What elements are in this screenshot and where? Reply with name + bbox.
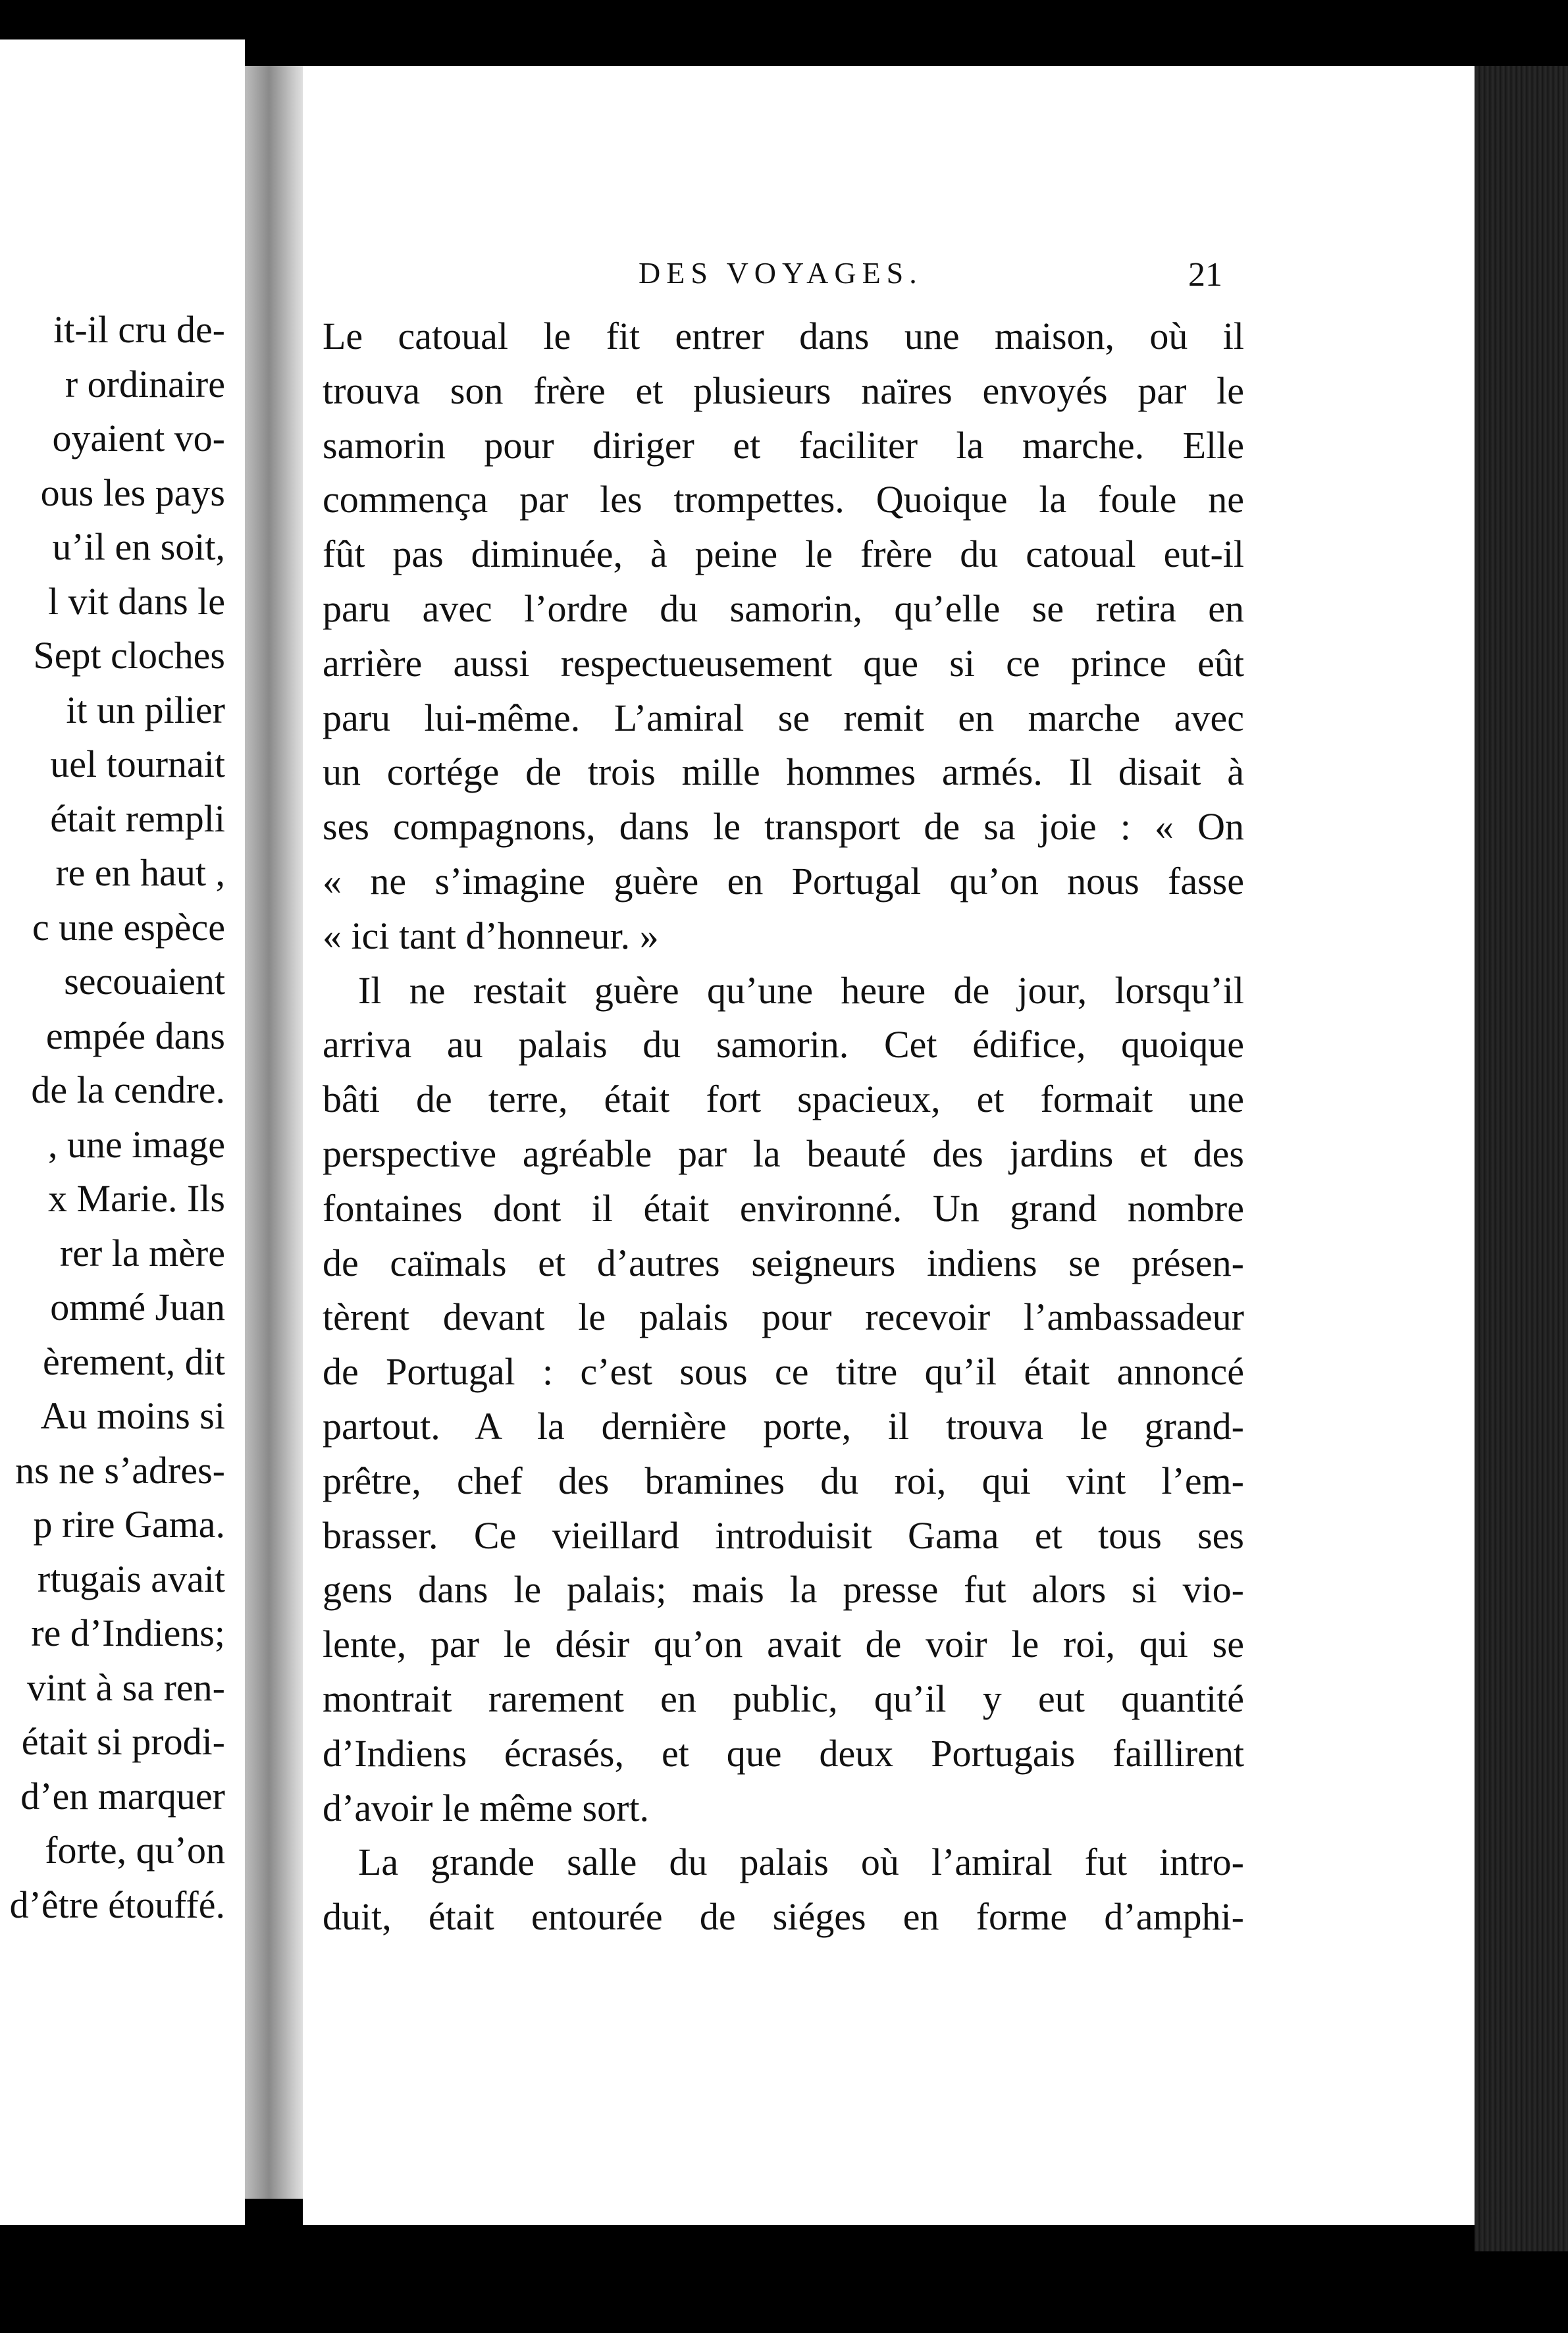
text-line: brasser. Ce vieillard introduisit Gama et tous ses xyxy=(323,1513,1244,1557)
text-line: Le catoual le fit entrer dans une maison, où il xyxy=(323,315,1244,357)
text-line: La grande salle du palais où l’amiral fut intro- xyxy=(358,1841,1244,1884)
text-line: arriva au palais du samorin. Cet édifice, quoique xyxy=(323,1023,1244,1066)
left-page-line: d’en marquer xyxy=(20,1774,225,1818)
left-page xyxy=(0,39,245,2225)
left-page-line: , une image xyxy=(48,1122,225,1166)
text-line: de caïmals et d’autres seigneurs indiens se présen- xyxy=(323,1241,1244,1284)
text-line: ses compagnons, dans le transport de sa joie : « On xyxy=(323,805,1244,849)
left-page-line: vint à sa ren- xyxy=(26,1665,225,1709)
text-line: partout. A la dernière porte, il trouva le grand- xyxy=(323,1404,1244,1448)
text-line: prêtre, chef des bramines du roi, qui vint l’em- xyxy=(323,1459,1244,1502)
left-page-line: Sept cloches xyxy=(33,634,225,677)
body-text xyxy=(323,309,1244,1945)
left-page-line: était si prodi- xyxy=(21,1720,225,1763)
left-page-line: it un pilier xyxy=(66,688,225,731)
text-line: d’avoir le même sort. xyxy=(323,1786,650,1829)
left-page-line: c une espèce xyxy=(32,905,225,949)
text-line: paru avec l’ordre du samorin, qu’elle se retira en xyxy=(323,587,1244,630)
text-line: bâti de terre, était fort spacieux, et formait une xyxy=(323,1078,1244,1121)
left-page-line: l vit dans le xyxy=(47,579,225,623)
text-line: de Portugal : c’est sous ce titre qu’il était annoncé xyxy=(323,1350,1244,1394)
left-page-line: Au moins si xyxy=(40,1394,225,1437)
left-page-line: rer la mère xyxy=(59,1231,225,1274)
text-line: fût pas diminuée, à peine le frère du catoual eut-il xyxy=(323,533,1244,576)
text-line: « ne s’imagine guère en Portugal qu’on nous fasse xyxy=(323,859,1244,903)
left-page-line: p rire Gama. xyxy=(33,1503,225,1546)
page-edge xyxy=(1475,66,1568,2251)
text-line: perspective agréable par la beauté des jardins et des xyxy=(323,1132,1244,1175)
left-page-line: uel tournait xyxy=(50,743,225,785)
left-page-line: r ordinaire xyxy=(65,362,225,406)
left-page-line: èrement, dit xyxy=(42,1340,225,1383)
left-page-line: était rempli xyxy=(50,797,225,840)
left-page-line: de la cendre. xyxy=(31,1068,225,1111)
left-page-line: u’il en soit, xyxy=(52,525,225,568)
text-line: « ici tant d’honneur. » xyxy=(323,914,659,957)
text-line: arrière aussi respectueusement que si ce prince eût xyxy=(323,641,1244,685)
left-page-line: ns ne s’adres- xyxy=(15,1448,225,1492)
running-head: DES VOYAGES. xyxy=(639,256,923,290)
left-page-line: x Marie. Ils xyxy=(48,1177,225,1220)
text-line: Il ne restait guère qu’une heure de jour, lorsqu’il xyxy=(358,968,1244,1012)
left-page-line: it-il cru de- xyxy=(53,308,225,351)
left-page-line: ous les pays xyxy=(40,471,225,514)
left-page-line: empée dans xyxy=(45,1014,225,1057)
left-page-line: re en haut , xyxy=(55,851,225,894)
page-number: 21 xyxy=(1188,256,1222,294)
text-line: lente, par le désir qu’on avait de voir le roi, qui se xyxy=(323,1623,1244,1666)
text-line: duit, était entourée de siéges en forme d’amphi- xyxy=(323,1895,1244,1939)
text-line: montrait rarement en public, qu’il y eut quantité xyxy=(323,1677,1244,1720)
left-page-line: forte, qu’on xyxy=(45,1829,225,1872)
text-line: tèrent devant le palais pour recevoir l’ambassadeur xyxy=(323,1296,1244,1339)
left-page-text xyxy=(0,303,225,1932)
left-page-line: rtugais avait xyxy=(37,1557,225,1600)
text-line: trouva son frère et plusieurs naïres envoyés par le xyxy=(323,369,1244,412)
left-page-line: secouaient xyxy=(64,960,225,1003)
text-line: paru lui-même. L’amiral se remit en marche avec xyxy=(323,696,1244,739)
text-line: gens dans le palais; mais la presse fut alors si vio- xyxy=(323,1568,1244,1612)
text-line: un cortége de trois mille hommes armés. Il disait à xyxy=(323,750,1244,794)
text-line: fontaines dont il était environné. Un grand nombre xyxy=(323,1186,1244,1230)
left-page-line: oyaient vo- xyxy=(52,417,225,459)
text-line: d’Indiens écrasés, et que deux Portugais faillirent xyxy=(323,1731,1244,1775)
left-page-line: d’être étouffé. xyxy=(9,1883,225,1926)
left-page-line: re d’Indiens; xyxy=(31,1612,225,1654)
text-line: samorin pour diriger et faciliter la marche. Elle xyxy=(323,423,1244,467)
left-page-line: ommé Juan xyxy=(50,1286,225,1328)
text-line: commença par les trompettes. Quoique la foule ne xyxy=(323,478,1244,521)
